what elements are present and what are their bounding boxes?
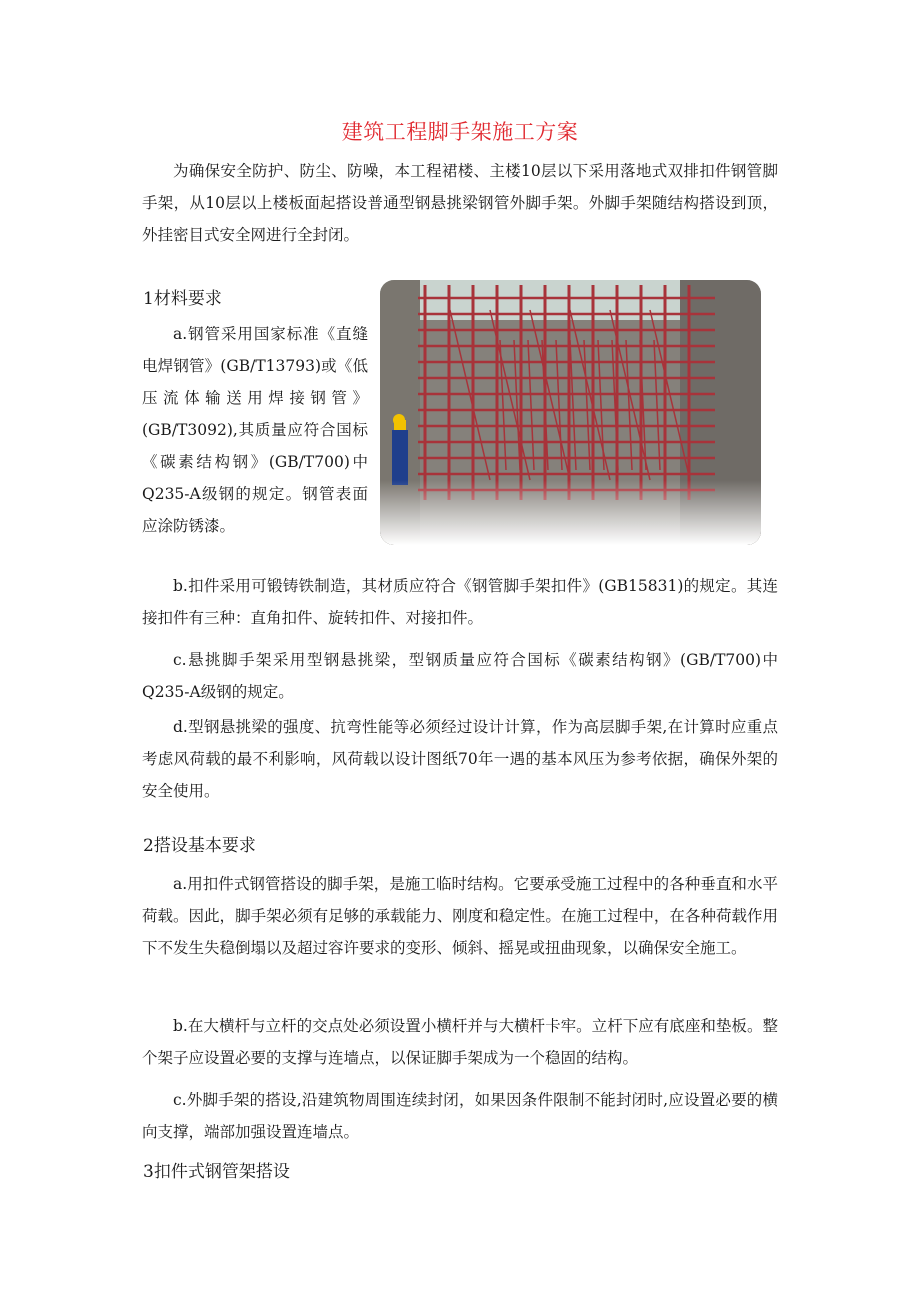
materials-item-d: d.型钢悬挑梁的强度、抗弯性能等必须经过设计计算，作为高层脚手架,在计算时应重点考虑风荷载的最不利影响，风荷载以设计图纸70年一遇的基本风压为参考依据，确保外架的安全使用。: [142, 718, 778, 800]
scaffolding-photo: [380, 280, 761, 545]
requirements-item-a: a.用扣件式钢管搭设的脚手架，是施工临时结构。它要承受施工过程中的各种垂直和水平荷载。因此，脚手架必须有足够的承载能力、刚度和稳定性。在施工过程中，在各种荷载作用下不发生失稳倒塌以及超过容许要求的变形、倾斜、摇晃或扭曲现象，以确保安全施工。: [142, 875, 778, 957]
materials-item-b: b.扣件采用可锻铸铁制造，其材质应符合《钢管脚手架扣件》(GB15831)的规定。其连接扣件有三种：直角扣件、旋转扣件、对接扣件。: [142, 577, 778, 627]
requirements-item-c: c.外脚手架的搭设,沿建筑物周围连续封闭，如果因条件限制不能封闭时,应设置必要的横向支撑，端部加强设置连墙点。: [142, 1091, 778, 1141]
section-heading-coupler-scaffold: 3扣件式钢管架搭设: [143, 1162, 290, 1182]
section-heading-materials: 1材料要求: [143, 289, 222, 309]
intro-paragraph: 为确保安全防护、防尘、防噪，本工程裙楼、主楼10层以下采用落地式双排扣件钢管脚手架，从10层以上楼板面起搭设普通型钢悬挑梁钢管外脚手架。外脚手架随结构搭设到顶，外挂密目式安全网进行全封闭。: [142, 162, 778, 244]
document-title: 建筑工程脚手架施工方案: [341, 120, 579, 144]
materials-item-a: a.钢管采用国家标准《直缝电焊钢管》(GB/T13793)或《低压流体输送用焊接钢管》(GB/T3092),其质量应符合国标《碳素结构钢》(GB/T700)中Q235-A级钢的规定。钢管表面应涂防锈漆。: [142, 325, 368, 535]
requirements-item-b: b.在大横杆与立杆的交点处必须设置小横杆并与大横杆卡牢。立杆下应有底座和垫板。整个架子应设置必要的支撑与连墙点，以保证脚手架成为一个稳固的结构。: [142, 1017, 778, 1067]
materials-item-c: c.悬挑脚手架采用型钢悬挑梁，型钢质量应符合国标《碳素结构钢》(GB/T700)中Q235-A级钢的规定。: [142, 651, 778, 701]
section-heading-basic-requirements: 2搭设基本要求: [143, 836, 256, 856]
